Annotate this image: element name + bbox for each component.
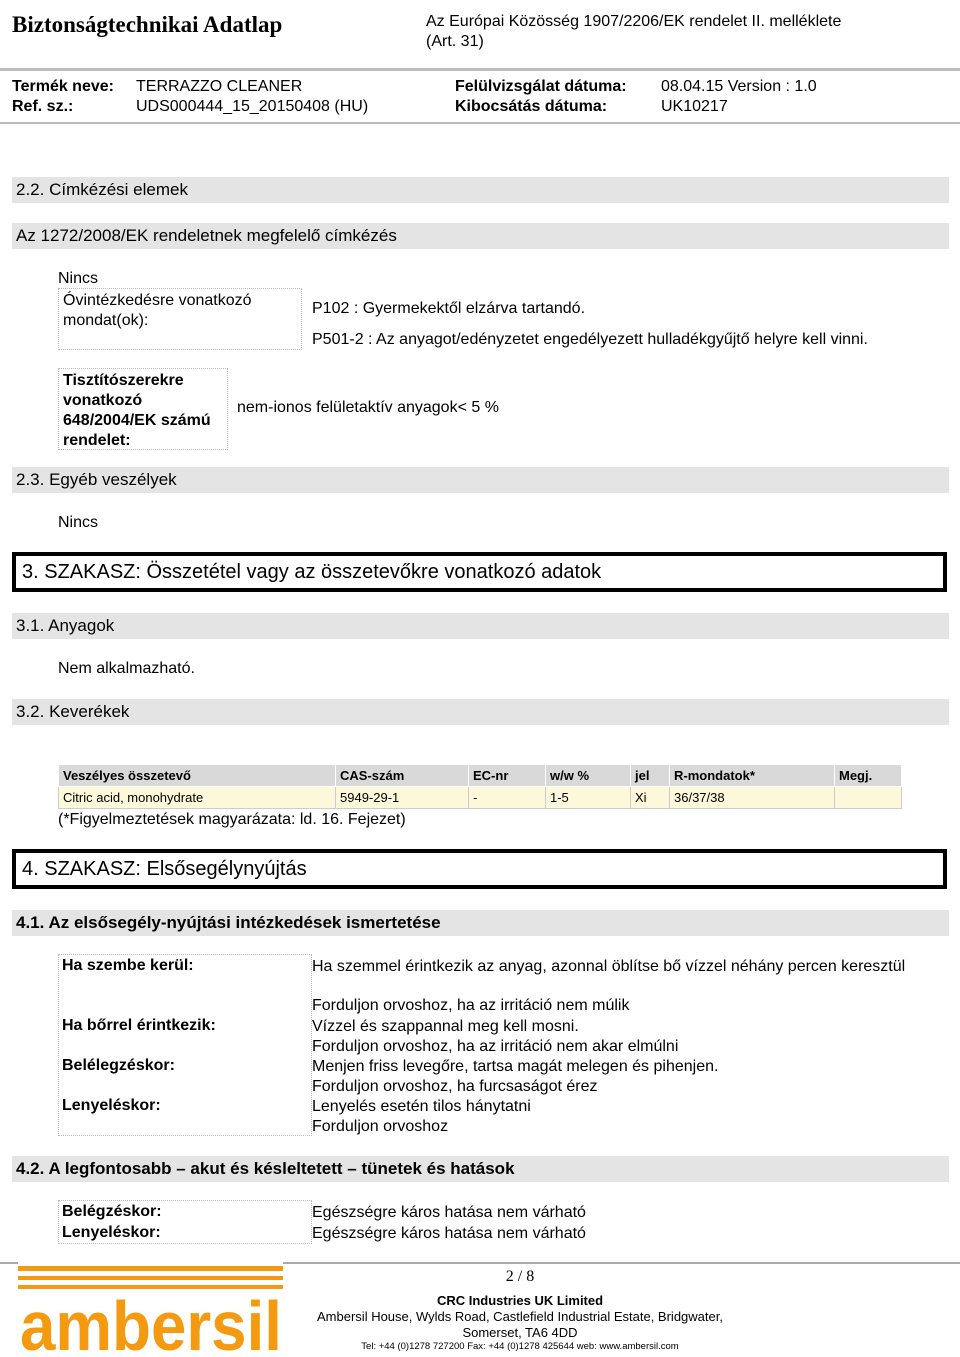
symptoms-inhalation-label: Belégzéskor: [62,1203,162,1220]
col-ec: EC-nr [469,765,546,787]
ingestion-text-1: Lenyelés esetén tilos hánytatni [312,1098,531,1115]
p102-statement: P102 : Gyermekektől elzárva tartandó. [312,300,586,317]
skin-contact-label: Ha bőrrel érintkezik: [62,1017,216,1034]
eye-contact-text-2: Forduljon orvoshoz, ha az irritáció nem múlik [312,997,630,1014]
section-4-2-heading: 4.2. A legfontosabb – akut és késleltetett – tünetek és hatások [12,1156,949,1182]
precaution-label: Óvintézkedésre vonatkozó mondat(ok): [58,288,302,350]
section-4-heading: 4. SZAKASZ: Elsősegélynyújtás [12,849,947,889]
cell-notes [835,787,902,809]
skin-contact-text-1: Vízzel és szappannal meg kell mosni. [312,1018,579,1035]
hazard-none: Nincs [58,270,99,287]
cell-ww: 1-5 [546,787,631,809]
symptoms-ingestion-value: Egészségre káros hatása nem várható [312,1225,586,1242]
detergent-regulation-value: nem-ionos felületaktív anyagok< 5 % [237,399,499,416]
review-date-value: 08.04.15 Version : 1.0 [661,78,817,95]
p501-statement: P501-2 : Az anyagot/edényzetet engedélyezett hulladékgyűjtő helyre kell vinni. [312,331,868,348]
cell-ec: - [469,787,546,809]
product-value: TERRAZZO CLEANER [136,78,303,95]
product-label: Termék neve: [12,78,114,95]
logo-wordmark: ambersil [20,1287,282,1354]
cell-symbol: Xi [631,787,670,809]
cell-cas: 5949-29-1 [336,787,469,809]
regulation-reference: Az Európai Közösség 1907/2206/EK rendelet II. melléklete (Art. 31) [426,13,842,50]
address-line-2: Somerset, TA6 4DD [462,1325,578,1340]
col-notes: Megj. [835,765,902,787]
section-2-2-heading: 2.2. Címkézési elemek [12,177,949,203]
r-phrase-note: (*Figyelmeztetések magyarázata: ld. 16. Fejezet) [58,811,406,828]
section-2-3-heading: 2.3. Egyéb veszélyek [12,467,949,493]
detergent-regulation-label: Tisztítószerekre vonatkozó 648/2004/EK számú rendelet: [58,368,228,450]
col-ww: w/w % [546,765,631,787]
cell-r-phrases: 36/37/38 [670,787,835,809]
ingestion-label: Lenyeléskor: [62,1097,161,1114]
inhalation-text-1: Menjen friss levegőre, tartsa magát melegen és pihenjen. [312,1058,719,1075]
contact-line: Tel: +44 (0)1278 727200 Fax: +44 (0)1278 425644 web: www.ambersil.com [361,1341,679,1352]
table-row [59,787,902,809]
clp-labelling-heading: Az 1272/2008/EK rendeletnek megfelelő címkézés [12,223,949,249]
address-line-1: Ambersil House, Wylds Road, Castlefield Industrial Estate, Bridgwater, [317,1309,723,1324]
company-name: CRC Industries UK Limited [436,1293,604,1308]
col-r-phrases: R-mondatok* [670,765,835,787]
substances-text: Nem alkalmazható. [58,660,195,677]
section-3-2-heading: 3.2. Keverékek [12,699,949,725]
mixture-table [58,764,902,809]
other-hazards-none: Nincs [58,514,99,531]
table-header-row [59,765,902,787]
col-ingredient: Veszélyes összetevő [59,765,336,787]
issue-date-label: Kibocsátás dátuma: [455,98,608,115]
issue-date-value: UK10217 [661,98,728,115]
ref-value: UDS000444_15_20150408 (HU) [136,98,369,115]
col-symbol: jel [631,765,670,787]
inhalation-text-2: Forduljon orvoshoz, ha furcsaságot érez [312,1078,598,1095]
eye-contact-text-1: Ha szemmel érintkezik az anyag, azonnal öblítse bő vízzel néhány percen keresztül [312,958,906,975]
page-number: 2 / 8 [505,1268,535,1285]
document-title: Biztonságtechnikai Adatlap [12,12,283,37]
ingestion-text-2: Forduljon orvoshoz [312,1118,449,1135]
section-3-1-heading: 3.1. Anyagok [12,613,949,639]
header-divider [0,68,960,71]
col-cas: CAS-szám [336,765,469,787]
symptoms-ingestion-label: Lenyeléskor: [62,1224,161,1241]
header-divider-2 [0,122,960,124]
inhalation-label: Belélegzéskor: [62,1057,175,1074]
review-date-label: Felülvizsgálat dátuma: [455,78,627,95]
skin-contact-text-2: Forduljon orvoshoz, ha az irritáció nem akar elmúlni [312,1038,679,1055]
ref-label: Ref. sz.: [12,98,74,115]
cell-ingredient: Citric acid, monohydrate [59,787,336,809]
section-3-heading: 3. SZAKASZ: Összetétel vagy az összetevőkre vonatkozó adatok [12,552,947,592]
eye-contact-label: Ha szembe kerül: [62,957,194,974]
symptoms-inhalation-value: Egészségre káros hatása nem várható [312,1204,586,1221]
ambersil-logo [18,1262,283,1354]
section-4-1-heading: 4.1. Az elsősegély-nyújtási intézkedések ismertetése [12,910,949,936]
